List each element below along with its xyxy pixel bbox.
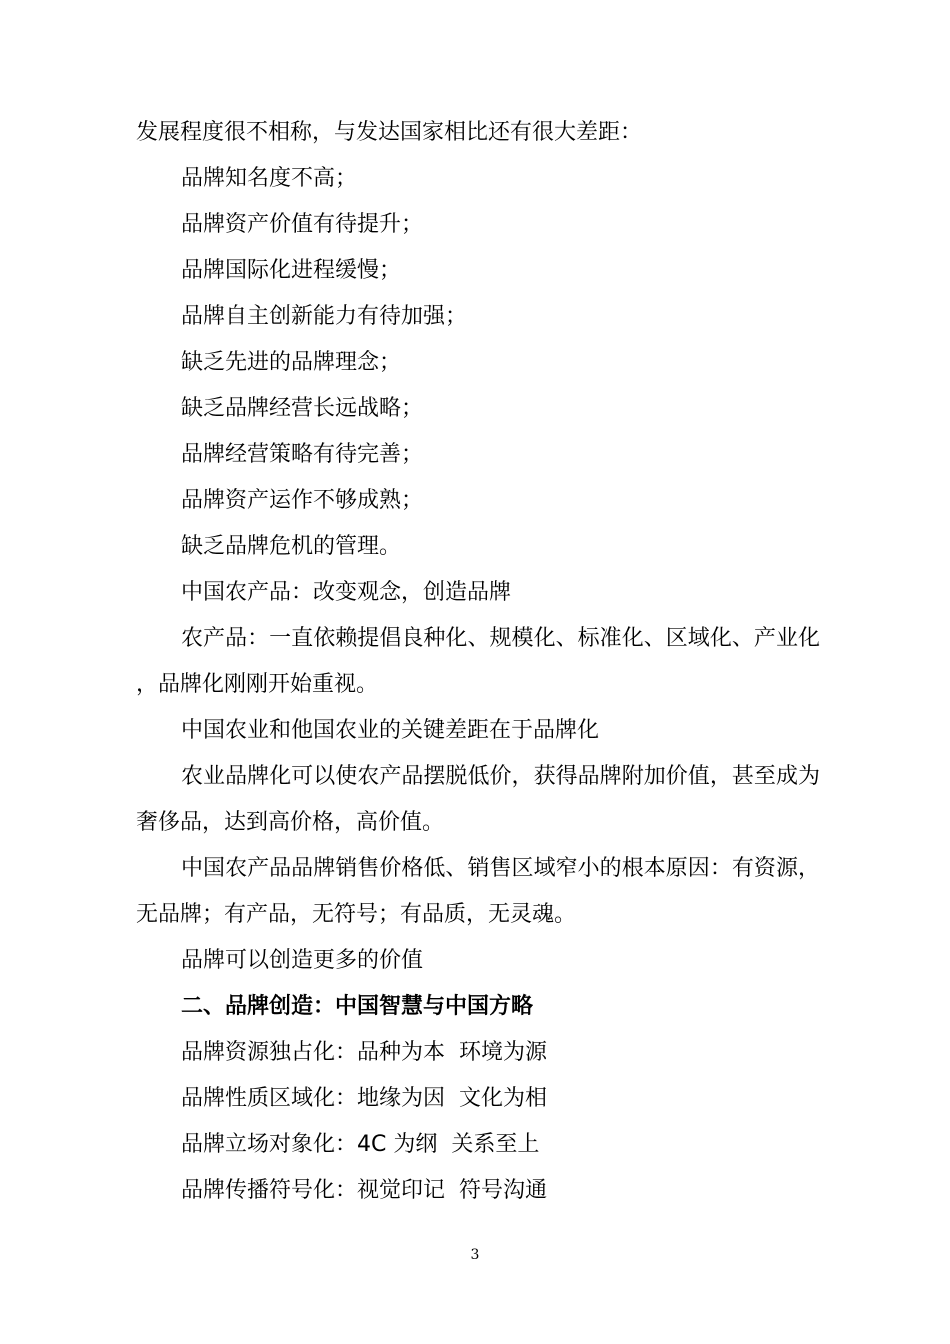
- list-item: 品牌资产运作不够成熟；: [181, 488, 424, 513]
- list-item: 品牌资产价值有待提升；: [181, 212, 424, 237]
- paragraph-intro: 发展程度很不相称，与发达国家相比还有很大差距：: [136, 120, 643, 145]
- strategy-item: 品牌资源独占化：品种为本 环境为源: [181, 1040, 547, 1065]
- page-number: 3: [470, 1247, 480, 1263]
- strategy-item: 品牌性质区域化：地缘为因 文化为相: [181, 1086, 547, 1111]
- list-item: 缺乏品牌危机的管理。: [181, 534, 402, 559]
- paragraph: 中国农业和他国农业的关键差距在于品牌化: [181, 718, 600, 743]
- paragraph: 品牌可以创造更多的价值: [181, 948, 424, 973]
- paragraph: 中国农产品品牌销售价格低、销售区域窄小的根本原因：有资源，无品牌；有产品，无符号；有品质，无灵魂。: [136, 856, 820, 927]
- list-item: 缺乏品牌经营长远战略；: [181, 396, 424, 421]
- list-item: 品牌自主创新能力有待加强；: [181, 304, 468, 329]
- paragraph: 农业品牌化可以使农产品摆脱低价，获得品牌附加价值，甚至成为奢侈品，达到高价格，高价值。: [136, 764, 820, 835]
- paragraph: 农产品：一直依赖提倡良种化、规模化、标准化、区域化、产业化 ，品牌化刚刚开始重视。: [136, 626, 827, 697]
- list-item: 品牌国际化进程缓慢；: [181, 258, 402, 283]
- paragraph: 中国农产品：改变观念，创造品牌: [181, 580, 512, 605]
- strategy-item: 品牌传播符号化：视觉印记 符号沟通: [181, 1178, 547, 1203]
- list-item: 品牌经营策略有待完善；: [181, 442, 424, 467]
- body-text: [136, 110, 827, 1214]
- list-item: 缺乏先进的品牌理念；: [181, 350, 402, 375]
- section-heading: 二、品牌创造：中国智慧与中国方略: [181, 994, 534, 1019]
- strategy-item: 品牌立场对象化：4C 为纲 关系至上: [181, 1132, 540, 1157]
- list-item: 品牌知名度不高；: [181, 166, 358, 191]
